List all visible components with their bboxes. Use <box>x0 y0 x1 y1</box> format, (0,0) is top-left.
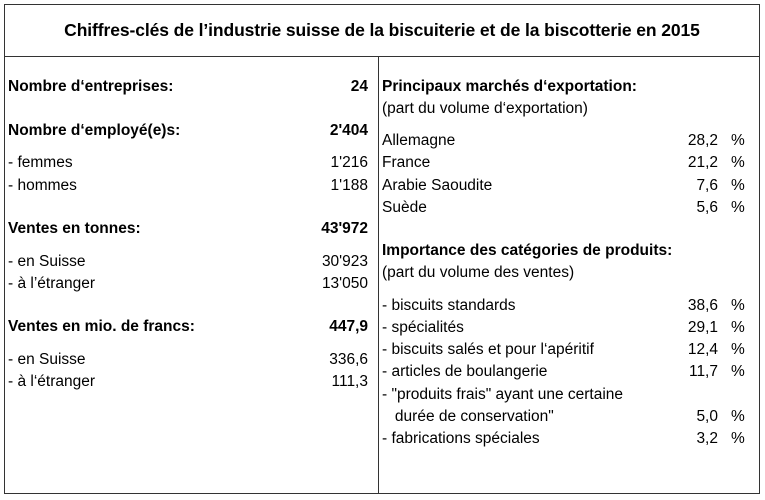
categorie-value: 38,6 <box>687 297 718 314</box>
marche-value: 5,6 <box>696 199 718 216</box>
marche-unit: % <box>731 199 745 216</box>
marche-label: Arabie Saoudite <box>382 177 493 194</box>
francs-suisse-value: 336,6 <box>329 351 368 368</box>
marche-label: France <box>382 154 431 171</box>
entreprises-value: 24 <box>350 78 368 95</box>
tonnes-suisse-value: 30'923 <box>321 253 368 270</box>
categorie-value: 5,0 <box>696 408 718 425</box>
categorie-label: - fabrications spéciales <box>382 430 540 447</box>
categorie-unit: % <box>731 363 745 380</box>
categorie-value: 29,1 <box>687 319 718 336</box>
page-title: Chiffres-clés de l’industrie suisse de la biscuiterie et de la biscotterie en 2015 <box>64 20 700 40</box>
marche-unit: % <box>731 177 745 194</box>
categorie-unit: % <box>731 430 745 447</box>
tonnes-suisse-label: - en Suisse <box>8 253 86 270</box>
categories-heading: Importance des catégories de produits: <box>382 242 673 259</box>
femmes-value: 1'216 <box>330 154 368 171</box>
categorie-label: - biscuits standards <box>382 297 516 314</box>
marche-value: 7,6 <box>696 177 718 194</box>
marches-heading: Principaux marchés d‘exportation: <box>382 78 637 95</box>
hommes-label: - hommes <box>8 177 77 194</box>
tonnes-etranger-label: - à l’étranger <box>8 275 96 292</box>
categorie-label: - "produits frais" ayant une certaine <box>382 386 624 403</box>
categorie-value: 3,2 <box>696 430 718 447</box>
tonnes-etranger-value: 13'050 <box>321 275 368 292</box>
francs-suisse-label: - en Suisse <box>8 351 86 368</box>
francs-etranger-label: - à l‘étranger <box>8 373 96 390</box>
hommes-value: 1'188 <box>330 177 368 194</box>
categorie-unit: % <box>731 319 745 336</box>
categorie-label: durée de conservation" <box>382 408 554 425</box>
marche-unit: % <box>731 132 745 149</box>
column-divider <box>378 57 379 493</box>
marche-label: Allemagne <box>382 132 456 149</box>
femmes-label: - femmes <box>8 154 73 171</box>
marche-value: 21,2 <box>687 154 718 171</box>
employes-label: Nombre d‘employé(e)s: <box>8 122 181 139</box>
ventes-tonnes-value: 43'972 <box>321 220 368 237</box>
categorie-value: 11,7 <box>688 363 718 380</box>
marche-unit: % <box>731 154 745 171</box>
categories-subheading: (part du volume des ventes) <box>382 264 575 281</box>
marche-label: Suède <box>382 199 427 216</box>
categorie-value: 12,4 <box>687 341 718 358</box>
entreprises-label: Nombre d‘entreprises: <box>8 78 174 95</box>
marche-value: 28,2 <box>687 132 718 149</box>
categorie-unit: % <box>731 408 745 425</box>
categorie-label: - spécialités <box>382 319 464 336</box>
ventes-francs-label: Ventes en mio. de francs: <box>8 318 195 335</box>
categorie-label: - biscuits salés et pour l‘apéritif <box>382 341 594 358</box>
francs-etranger-value: 111,3 <box>331 373 368 390</box>
categorie-unit: % <box>731 341 745 358</box>
categorie-label: - articles de boulangerie <box>382 363 548 380</box>
ventes-tonnes-label: Ventes en tonnes: <box>8 220 141 237</box>
categorie-unit: % <box>731 297 745 314</box>
employes-value: 2'404 <box>329 122 368 139</box>
title-row <box>5 5 759 57</box>
marches-subheading: (part du volume d‘exportation) <box>382 100 588 117</box>
ventes-francs-value: 447,9 <box>329 318 368 335</box>
